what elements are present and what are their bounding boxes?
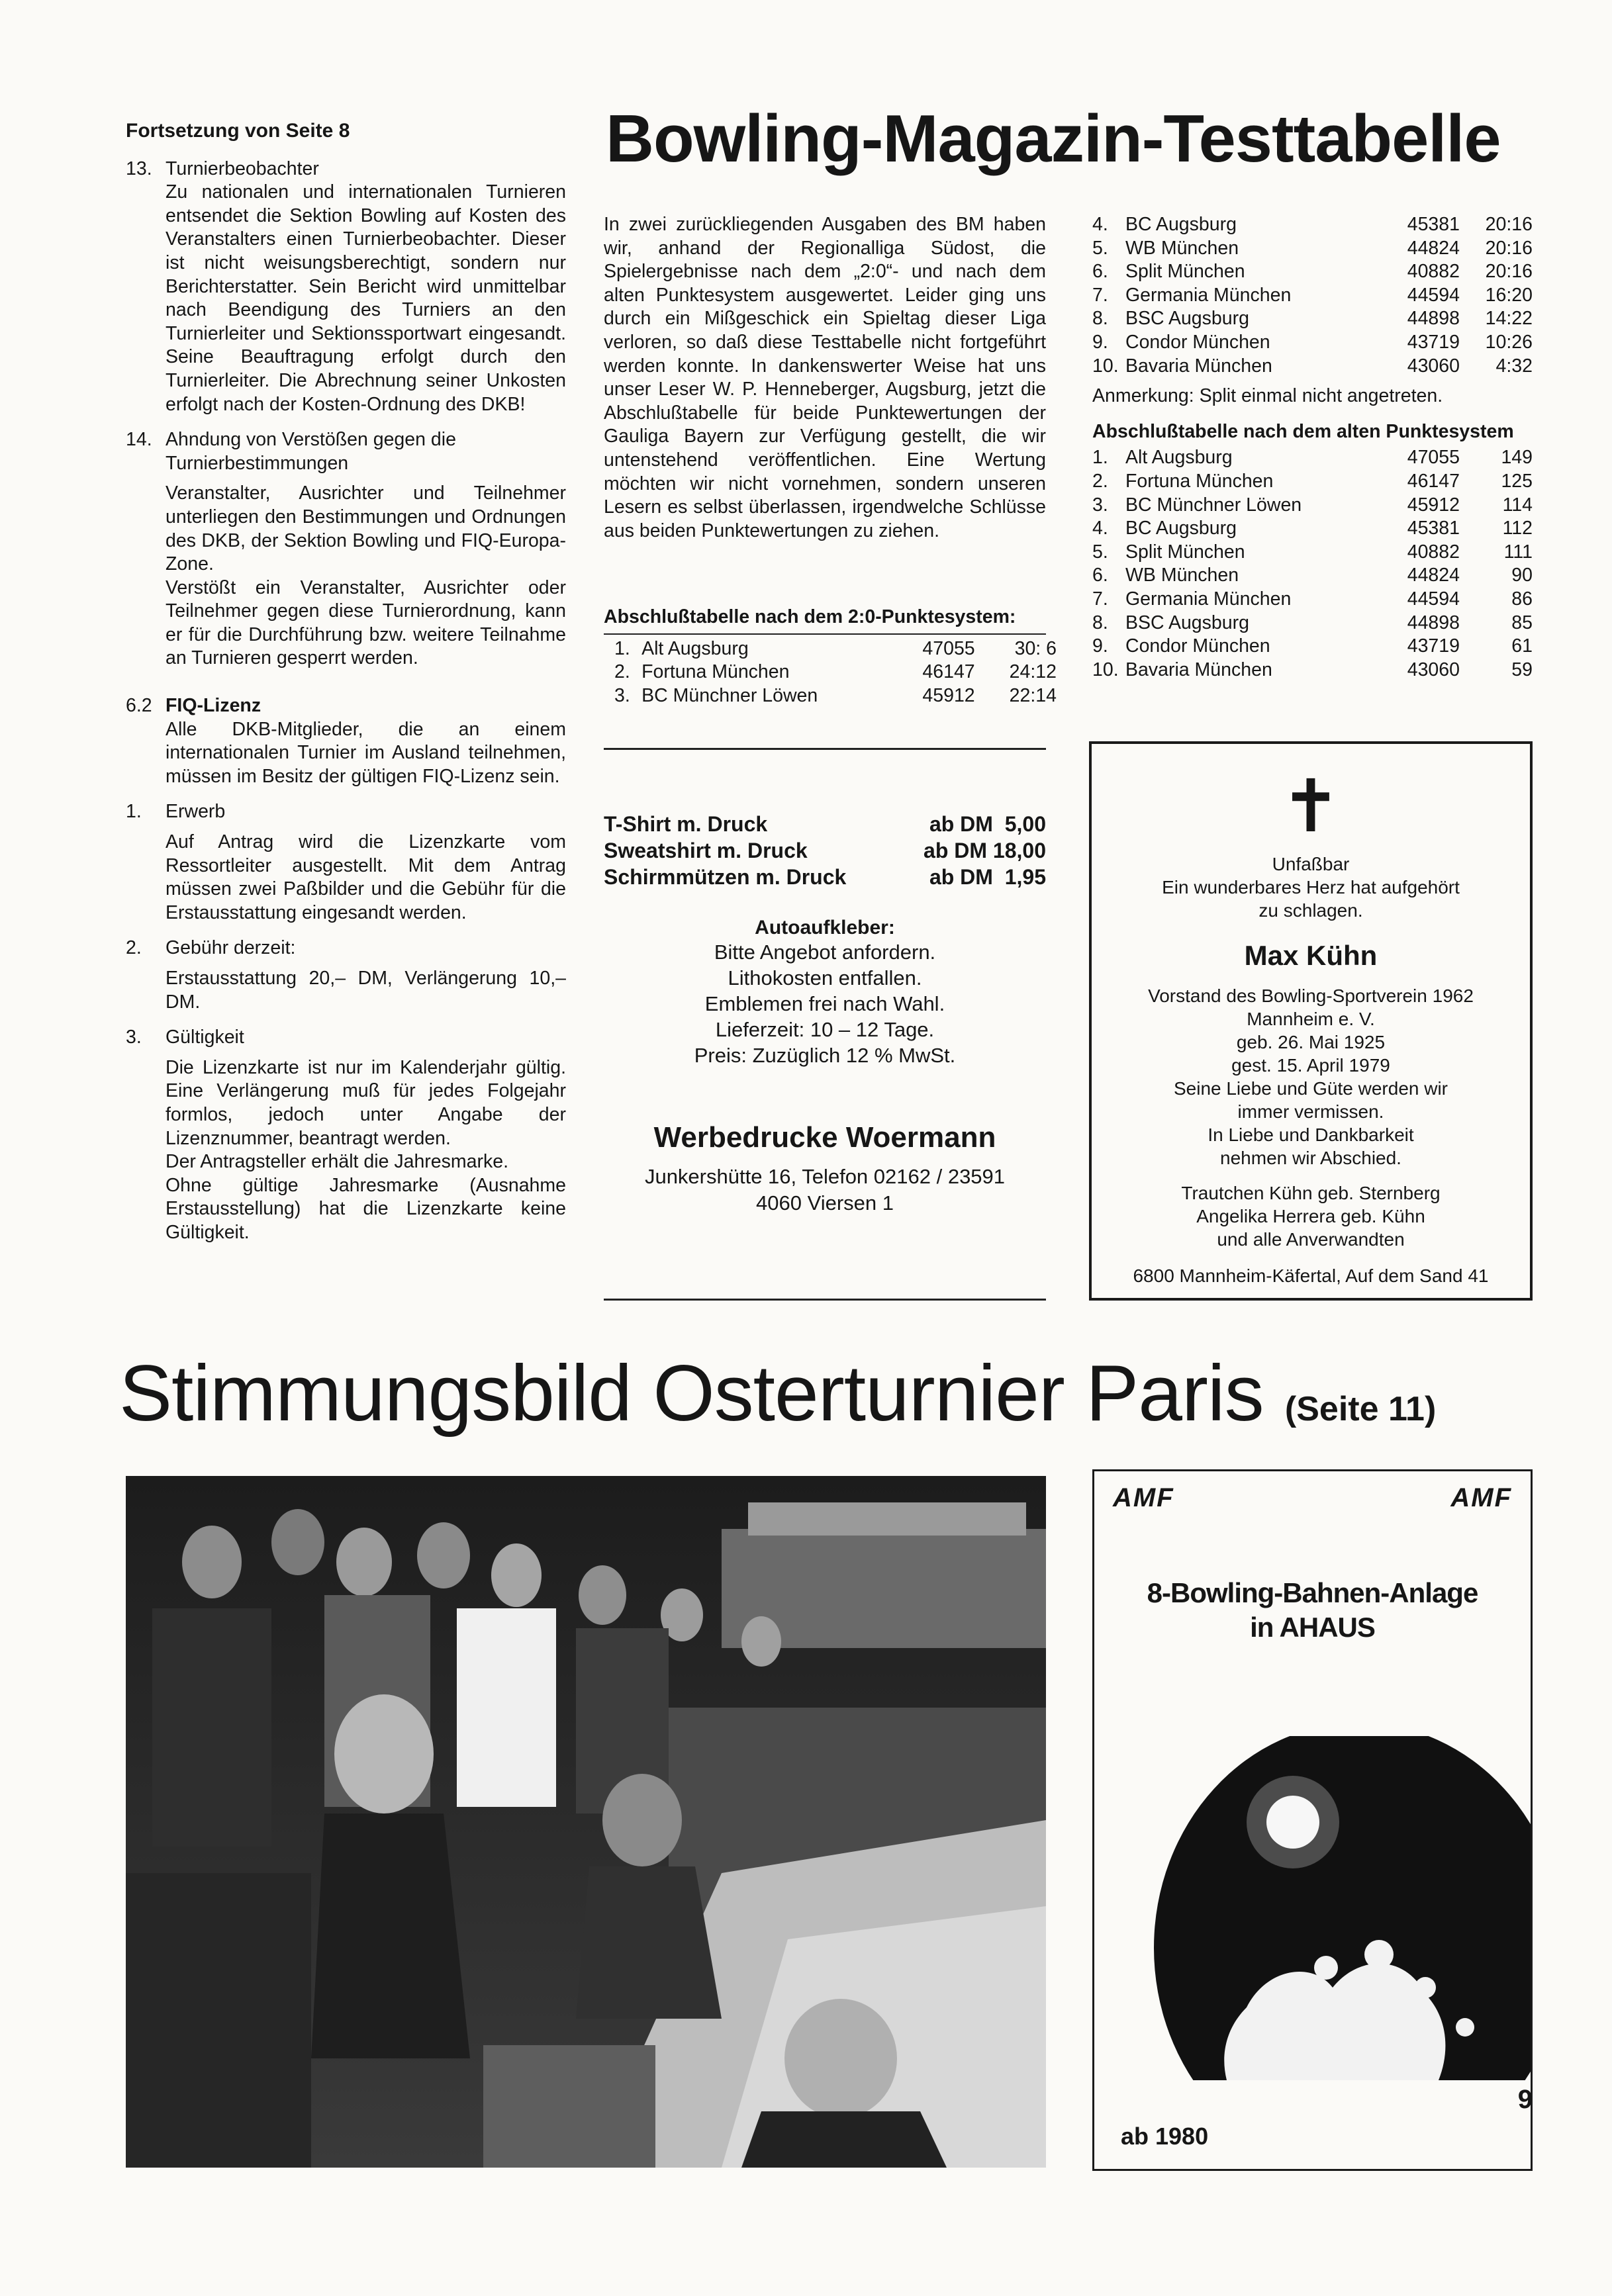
points-cell: 86 [1511, 588, 1533, 610]
section-number: 6.2 [126, 695, 152, 717]
section-6-2 [126, 694, 566, 718]
pins-cell: 44898 [1407, 308, 1460, 330]
table-row [614, 637, 1057, 661]
bowling-ball-graphic [1094, 1736, 1531, 2166]
team-cell: Bavaria München [1125, 355, 1272, 377]
section-body: Auf Antrag wird die Lizenzkarte vom Ressortleiter ausgestellt. Mit dem Antrag müssen zwei Paßbilder und die Gebühr für die Erstausstattung eingesandt werden. [166, 831, 566, 923]
table-2-0-rows-b [1092, 213, 1533, 378]
team-cell: WB München [1125, 565, 1239, 586]
text-line: Emblemen frei nach Wahl. [704, 992, 945, 1015]
pins-cell: 44594 [1407, 588, 1460, 610]
rank-cell: 7. [1092, 588, 1108, 610]
rank-cell: 4. [1092, 518, 1108, 539]
points-cell: 20:16 [1485, 214, 1533, 235]
text-line: Bitte Angebot anfordern. [714, 941, 936, 964]
amf-ad [1092, 1469, 1533, 2171]
team-cell: BC Münchner Löwen [1125, 494, 1302, 516]
rank-cell: 8. [1092, 308, 1108, 330]
rank-cell: 2. [614, 661, 630, 683]
section-title: Gültigkeit [166, 1027, 244, 1048]
company-name: Werbedrucke Woermann [653, 1121, 996, 1154]
text-line: In Liebe und Dankbarkeit [1208, 1125, 1414, 1145]
points-cell: 59 [1511, 659, 1533, 680]
team-cell: Split München [1125, 541, 1245, 563]
points-cell: 149 [1501, 447, 1533, 469]
points-cell: 20:16 [1485, 261, 1533, 283]
table-row [1092, 564, 1533, 588]
pins-cell: 46147 [922, 661, 975, 683]
table-row [1092, 588, 1533, 612]
intro-text: In zwei zurückliegenden Ausgaben des BM haben wir, anhand der Regionalliga Südost, die Spielergebnisse nach dem „2:0“- und nach dem alten Punktesystem ausgewertet. Leider ging uns durch ein Mißgeschick ein Spieltag dieser Liga verloren, so daß diese Testtabelle nicht fortgeführt werden konnte. In dankenswerter Weise hat uns unser Leser W. P. Henneberger, Augsburg, jetzt die Abschlußtabelle für beide Punktewertungen der Gauliga Bayern zur Verfügung gestellt, die wir untenstehend veröffentlichen. Eine Wertung möchten wir nicht vornehmen, sondern unseren Lesern es selbst überlassen, irgendwelche Schlüsse aus beiden Punktewertungen zu ziehen. [604, 214, 1046, 541]
text-line: Ein wunderbares Herz hat aufgehört [1162, 877, 1460, 897]
points-cell: 22:14 [1009, 684, 1057, 706]
table-row [1092, 331, 1533, 355]
photo-title-ref: (Seite 11) [1284, 1390, 1437, 1428]
section-body: Verstößt ein Veranstalter, Ausrichter oder Teilnehmer gegen diese Turnierordnung, kann er für die Durchführung bzw. weitere Teilnahme an Turnieren gesperrt werden. [166, 576, 566, 669]
rank-cell: 7. [1092, 284, 1108, 306]
pins-cell: 43060 [1407, 355, 1460, 377]
team-cell: Germania München [1125, 284, 1292, 306]
table-row [1092, 541, 1533, 565]
rank-cell: 6. [1092, 261, 1108, 283]
table-row [1092, 237, 1533, 261]
table-note: Anmerkung: Split einmal nicht angetreten. [1092, 385, 1443, 407]
obit-address: 6800 Mannheim-Käfertal, Auf dem Sand 41 [1133, 1265, 1489, 1286]
pins-cell: 43719 [1407, 635, 1460, 657]
section-title: FIQ-Lizenz [166, 695, 261, 717]
table-row [1092, 470, 1533, 494]
table-row [1092, 446, 1533, 470]
cross-icon: ✝ [1280, 766, 1342, 847]
text-line: Angelika Herrera geb. Kühn [1196, 1206, 1425, 1226]
text-line: Seine Liebe und Güte werden wir [1173, 1078, 1448, 1099]
table-title: Abschlußtabelle nach dem alten Punktesystem [1092, 420, 1514, 442]
points-cell: 112 [1502, 518, 1533, 539]
text-line: Trautchen Kühn geb. Sternberg [1181, 1183, 1441, 1203]
table-row [1092, 494, 1533, 518]
points-cell: 24:12 [1009, 661, 1057, 683]
section-2 [126, 937, 566, 960]
text-line: nehmen wir Abschied. [1220, 1148, 1401, 1168]
points-cell: 10:26 [1485, 331, 1533, 353]
section-body: Erstausstattung 20,– DM, Verlängerung 10,– DM. [166, 968, 566, 1013]
rank-cell: 2. [1092, 470, 1108, 492]
page-number: 9 [1517, 2085, 1533, 2114]
text-line: Lithokosten entfallen. [728, 966, 922, 989]
section-3 [126, 1026, 566, 1050]
points-cell: 30: 6 [1014, 637, 1057, 659]
pins-cell: 45912 [922, 684, 975, 706]
section-number: 13. [126, 158, 152, 179]
price-row [604, 864, 1046, 890]
text-line: Lieferzeit: 10 – 12 Tage. [715, 1018, 935, 1041]
rank-cell: 1. [1092, 447, 1108, 469]
team-cell: BC Augsburg [1125, 214, 1237, 235]
section-number: 2. [126, 937, 142, 959]
team-cell: Germania München [1125, 588, 1292, 610]
table-row [1092, 260, 1533, 284]
team-cell: Condor München [1125, 331, 1270, 353]
product-cell: Schirmmützen m. Druck [604, 865, 847, 889]
section-number: 14. [126, 429, 152, 451]
table-row [1092, 517, 1533, 541]
rank-cell: 8. [1092, 612, 1108, 633]
rank-cell: 10. [1092, 659, 1119, 680]
obit-intro [1092, 852, 1530, 922]
rank-cell: 5. [1092, 237, 1108, 259]
text-line: gest. 15. April 1979 [1231, 1055, 1390, 1076]
section-body: Ohne gültige Jahresmarke (Ausnahme Erstausstellung) hat die Lizenzkarte keine Gültigkeit. [166, 1174, 566, 1243]
text-line: Unfaßbar [1272, 854, 1350, 874]
rank-cell: 3. [1092, 494, 1108, 516]
rank-cell: 9. [1092, 635, 1108, 657]
section-13 [126, 158, 566, 181]
text-line: zu schlagen. [1258, 900, 1363, 921]
obit-name: Max Kühn [1244, 940, 1378, 971]
table-old-system-rows [1092, 446, 1533, 682]
points-cell: 90 [1511, 565, 1533, 586]
rank-cell: 6. [1092, 565, 1108, 586]
team-cell: BSC Augsburg [1125, 308, 1249, 330]
rank-cell: 3. [614, 684, 630, 706]
page-title: Bowling-Magazin-Testtabelle [606, 102, 1501, 176]
section-title: Erwerb [166, 801, 226, 823]
section-title: Ahndung von Verstößen gegen die Turnierbestimmungen [166, 429, 456, 474]
pins-cell: 43060 [1407, 659, 1460, 680]
table-row [1092, 307, 1533, 331]
points-cell: 16:20 [1485, 284, 1533, 306]
points-cell: 20:16 [1485, 237, 1533, 259]
amf-logo: AMF [1450, 1483, 1512, 1512]
pins-cell: 47055 [1407, 447, 1460, 469]
pins-cell: 44898 [1407, 612, 1460, 633]
pins-cell: 43719 [1407, 331, 1460, 353]
obit-family [1092, 1181, 1530, 1251]
section-body: Die Lizenzkarte ist nur im Kalenderjahr gültig. Eine Verlängerung muß für jedes Folgejahr formlos, jedoch unter Angabe der Lizenznummer, beantragt werden. [166, 1056, 566, 1149]
price-row [604, 811, 1046, 837]
pins-cell: 44824 [1407, 237, 1460, 259]
rank-cell: 4. [1092, 214, 1108, 235]
pins-cell: 44594 [1407, 284, 1460, 306]
amf-logos [1094, 1471, 1531, 1513]
price-cell: ab DM 5,00 [929, 812, 1046, 836]
product-cell: Sweatshirt m. Druck [604, 839, 808, 862]
obituary [1089, 741, 1533, 1301]
photo-title: Stimmungsbild Osterturnier Paris [119, 1349, 1264, 1438]
points-cell: 4:32 [1495, 355, 1533, 377]
pins-cell: 46147 [1407, 470, 1460, 492]
team-cell: Alt Augsburg [641, 637, 749, 659]
table-title: Abschlußtabelle nach dem 2:0-Punktesystem: [604, 606, 1016, 627]
amf-footer: ab 1980 [1121, 2123, 1209, 2150]
obit-details [1092, 984, 1530, 1170]
team-cell: WB München [1125, 237, 1239, 259]
section-1 [126, 800, 566, 824]
team-cell: Bavaria München [1125, 659, 1272, 680]
rank-cell: 9. [1092, 331, 1108, 353]
points-cell: 111 [1503, 541, 1533, 563]
section-body: Der Antragsteller erhält die Jahresmarke. [166, 1151, 508, 1173]
team-cell: Fortuna München [1125, 470, 1274, 492]
sticker-lines [604, 939, 1046, 1068]
company-address: Junkershütte 16, Telefon 02162 / 23591 [644, 1165, 1006, 1188]
table-2-0-continued [1092, 213, 1533, 682]
pins-cell: 45381 [1407, 518, 1460, 539]
section-body: Zu nationalen und internationalen Turnieren entsendet die Sektion Bowling auf Kosten des Veranstalters einen Turnierbeobachter. Dieser ist nicht weisungsberechtigt, sondern nur Berichterstatter. Sein Bericht wird unmittelbar nach Beendigung des Turniers an den Turnierleiter und Sektionssportwart eingesandt. Seine Beauftragung erfolgt durch den Turnierleiter. Die Abrechnung seiner Unkosten erfolgt nach der Kosten-Ordnung des DKB! [166, 181, 566, 415]
photo-headline [119, 1349, 1437, 1438]
price-cell: ab DM 18,00 [924, 839, 1046, 862]
team-cell: Split München [1125, 261, 1245, 283]
product-cell: T-Shirt m. Druck [604, 812, 768, 836]
points-cell: 61 [1511, 635, 1533, 657]
pins-cell: 44824 [1407, 565, 1460, 586]
section-number: 1. [126, 801, 142, 823]
team-cell: BC Augsburg [1125, 518, 1237, 539]
team-cell: BC Münchner Löwen [641, 684, 818, 706]
points-cell: 114 [1502, 494, 1533, 516]
amf-headline [1094, 1576, 1531, 1645]
table-row [1092, 612, 1533, 635]
text-line: geb. 26. Mai 1925 [1236, 1032, 1386, 1052]
pins-cell: 47055 [922, 637, 975, 659]
table-row [1092, 284, 1533, 308]
table-2-0-rows-a [614, 637, 1057, 708]
pins-cell: 40882 [1407, 541, 1460, 563]
table-row [1092, 635, 1533, 659]
company-city: 4060 Viersen 1 [756, 1191, 894, 1215]
table-row [614, 661, 1057, 684]
table-row [614, 684, 1057, 708]
rank-cell: 5. [1092, 541, 1108, 563]
text-line: immer vermissen. [1237, 1101, 1384, 1122]
points-cell: 14:22 [1485, 308, 1533, 330]
price-table [604, 811, 1046, 890]
amf-logo: AMF [1113, 1483, 1174, 1512]
rank-cell: 10. [1092, 355, 1119, 377]
team-cell: Condor München [1125, 635, 1270, 657]
text-line: Mannheim e. V. [1247, 1009, 1375, 1029]
points-cell: 85 [1511, 612, 1533, 633]
price-row [604, 837, 1046, 864]
table-row [1092, 213, 1533, 237]
table-2-0-system [604, 606, 1057, 708]
team-cell: Alt Augsburg [1125, 447, 1233, 469]
pins-cell: 45381 [1407, 214, 1460, 235]
text-line: Vorstand des Bowling-Sportverein 1962 [1148, 986, 1474, 1006]
amf-headline-line: 8-Bowling-Bahnen-Anlage [1147, 1577, 1478, 1608]
table-row [1092, 659, 1533, 682]
section-title: Turnierbeobachter [166, 158, 319, 179]
pins-cell: 45912 [1407, 494, 1460, 516]
team-cell: BSC Augsburg [1125, 612, 1249, 633]
section-body: Alle DKB-Mitglieder, die an einem internationalen Turnier im Ausland teilnehmen, müssen im Besitz der gültigen FIQ-Lizenz sein. [166, 718, 566, 787]
section-number: 3. [126, 1027, 142, 1048]
crowd-photo-image [126, 1476, 1046, 2168]
divider [604, 1299, 1046, 1301]
table-row [1092, 355, 1533, 379]
points-cell: 125 [1501, 470, 1533, 492]
rank-cell: 1. [614, 637, 630, 659]
section-body: Veranstalter, Ausrichter und Teilnehmer unterliegen den Bestimmungen und Ordnungen des DKB, der Sektion Bowling und FIQ-Europa-Zone. [166, 482, 566, 575]
sticker-title: Autoaufkleber: [755, 917, 895, 939]
text-line: und alle Anverwandten [1217, 1229, 1405, 1250]
section-title: Gebühr derzeit: [166, 937, 296, 959]
print-shop-ad [604, 811, 1046, 1217]
crowd-photo [126, 1476, 1046, 2168]
left-column [126, 119, 566, 1245]
divider [604, 748, 1046, 750]
price-cell: ab DM 1,95 [929, 865, 1046, 889]
team-cell: Fortuna München [641, 661, 790, 683]
text-line: Preis: Zuzüglich 12 % MwSt. [694, 1044, 956, 1067]
continuation-heading: Fortsetzung von Seite 8 [126, 120, 350, 142]
section-14 [126, 428, 566, 475]
amf-headline-line: in AHAUS [1250, 1612, 1375, 1643]
pins-cell: 40882 [1407, 261, 1460, 283]
